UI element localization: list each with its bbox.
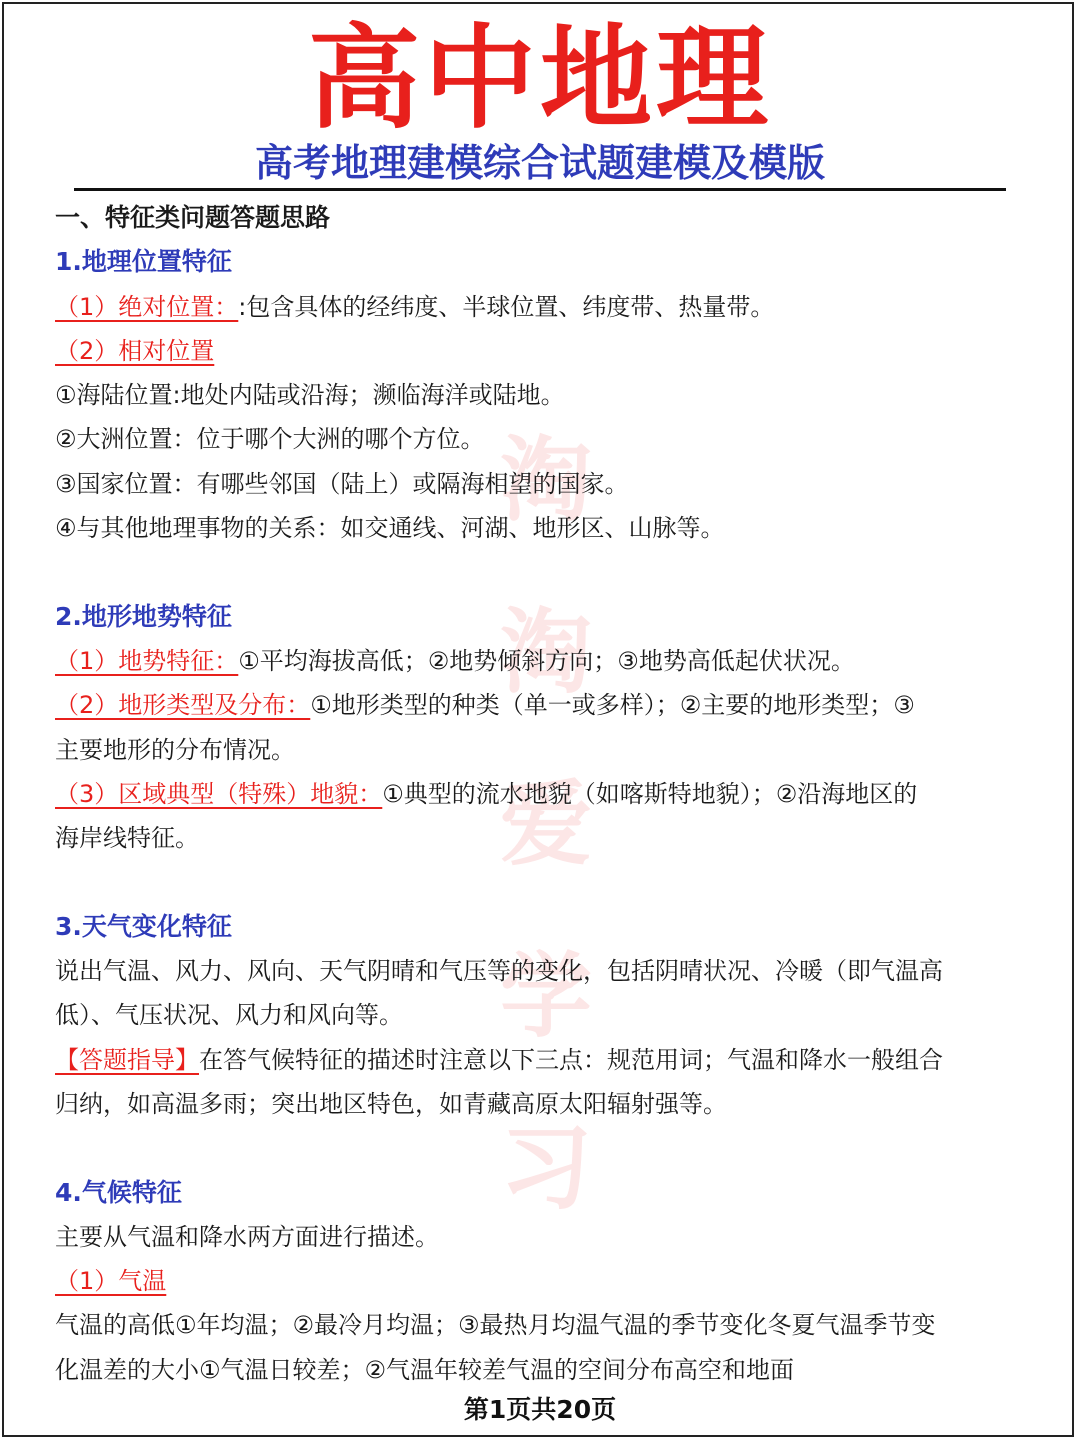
temperature-line bbox=[55, 1259, 1025, 1303]
absolute-location-text: :包含具体的经纬度、半球位置、纬度带、热量带。 bbox=[238, 292, 775, 321]
watermark-char: 学 bbox=[499, 943, 592, 1050]
heading-climate: 4.气候特征 bbox=[55, 1177, 182, 1207]
title-divider bbox=[74, 188, 1006, 191]
landform-type-label: （2）地形类型及分布： bbox=[55, 691, 311, 720]
list-item: ①海陆位置:地处内陆或沿海；濒临海洋或陆地。 bbox=[55, 381, 565, 410]
watermark-char: 淘 bbox=[499, 599, 592, 706]
terrain-trend-text: ①平均海拔高低；②地势倾斜方向；③地势高低起伏状况。 bbox=[238, 646, 855, 675]
answer-guide-line bbox=[55, 1038, 1025, 1082]
answer-guide-label: 【答题指导】 bbox=[55, 1045, 199, 1074]
list-item: ②大洲位置：位于哪个大洲的哪个方位。 bbox=[55, 425, 485, 454]
watermark-char: 淘 bbox=[499, 427, 592, 534]
special-landform-label: （3）区域典型（特殊）地貌： bbox=[55, 779, 383, 808]
page-title: 高中地理 bbox=[308, 14, 772, 144]
temperature-text-cont: 化温差的大小①气温日较差；②气温年较差气温的空间分布高空和地面 bbox=[55, 1355, 795, 1384]
weather-text-cont: 低）、气压状况、风力和风向等。 bbox=[55, 1001, 403, 1030]
terrain-trend-line bbox=[55, 639, 1025, 683]
special-landform-line bbox=[55, 772, 1025, 816]
relative-location-line bbox=[55, 329, 1025, 373]
absolute-location-line bbox=[55, 285, 1025, 329]
heading-location: 1.地理位置特征 bbox=[55, 247, 232, 277]
climate-intro: 主要从气温和降水两方面进行描述。 bbox=[55, 1222, 439, 1251]
absolute-location-label: （1）绝对位置： bbox=[55, 292, 239, 321]
page-subtitle: 高考地理建模综合试题建模及模版 bbox=[254, 141, 825, 185]
landform-type-text: ①地形类型的种类（单一或多样）；②主要的地形类型；③ bbox=[310, 691, 915, 720]
heading-weather: 3.天气变化特征 bbox=[55, 911, 232, 941]
list-item: ③国家位置：有哪些邻国（陆上）或隔海相望的国家。 bbox=[55, 469, 629, 498]
landform-type-line-cont: 主要地形的分布情况。 bbox=[55, 735, 295, 764]
list-item: ④与其他地理事物的关系：如交通线、河湖、地形区、山脉等。 bbox=[55, 514, 725, 543]
heading-terrain: 2.地形地势特征 bbox=[55, 601, 232, 631]
answer-guide-text-cont: 归纳，如高温多雨；突出地区特色，如青藏高原太阳辐射强等。 bbox=[55, 1089, 727, 1118]
weather-text: 说出气温、风力、风向、天气阴晴和气压等的变化，包括阴晴状况、冷暖（即气温高 bbox=[55, 957, 943, 986]
watermark-char: 习 bbox=[499, 1115, 592, 1222]
special-landform-line-cont: 海岸线特征。 bbox=[55, 824, 199, 853]
landform-type-line bbox=[55, 683, 1025, 727]
answer-guide-text: 在答气候特征的描述时注意以下三点：规范用词；气温和降水一般组合 bbox=[199, 1045, 943, 1074]
terrain-trend-label: （1）地势特征： bbox=[55, 646, 239, 675]
temperature-text: 气温的高低①年均温；②最冷月均温；③最热月均温气温的季节变化冬夏气温季节变 bbox=[55, 1311, 936, 1340]
document-body bbox=[55, 196, 1025, 1392]
relative-location-label: （2）相对位置 bbox=[55, 336, 215, 365]
temperature-label: （1）气温 bbox=[55, 1267, 167, 1296]
special-landform-text: ①典型的流水地貌（如喀斯特地貌）；②沿海地区的 bbox=[382, 779, 918, 808]
section-title: 一、特征类问题答题思路 bbox=[55, 203, 331, 232]
page-number: 第1页共20页 bbox=[463, 1395, 617, 1424]
watermark-char: 爱 bbox=[499, 771, 592, 878]
